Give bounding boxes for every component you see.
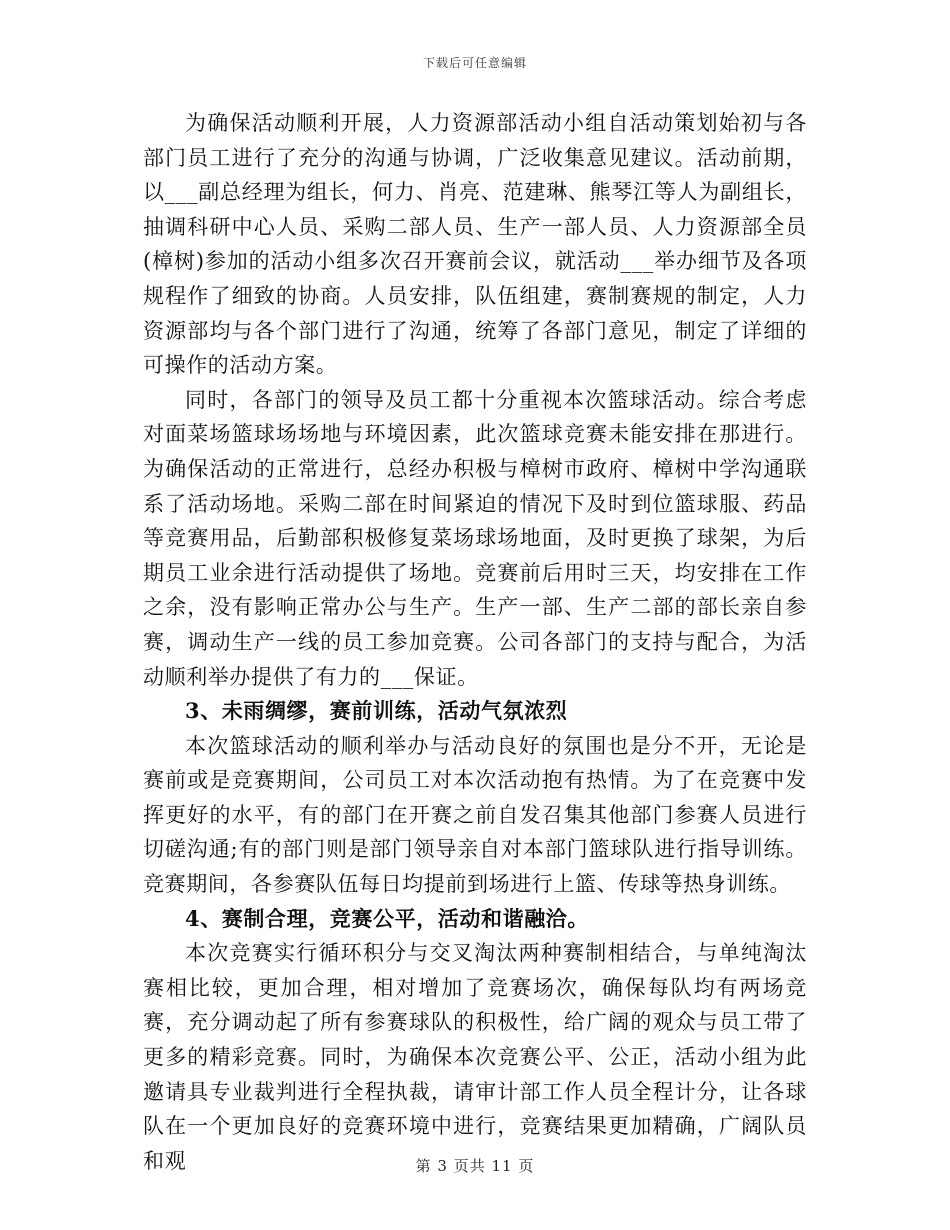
paragraph-competition-format: 本次竞赛实行循环积分与交叉淘汰两种赛制相结合，与单纯淘汰赛相比较，更加合理，相对增加了竞赛场次，确保每队均有两场竞赛，充分调动起了所有参赛球队的积极性，给广阔的观众与员工带了更多的精彩竞赛。同时，为确保本次竞赛公平、公正，活动小组为此邀请具专业裁判进行全程执裁，请审计部工作人员全程计分，让各球队在一个更加良好的竞赛环境中进行，竞赛结果更加精确，广阔队员和观 xyxy=(143,941,807,1173)
paragraph-department-support: 同时，各部门的领导及员工都十分重视本次篮球活动。综合考虑对面菜场篮球场场地与环境因素，此次篮球竞赛未能安排在那进行。为确保活动的正常进行，总经办积极与樟树市政府、樟树中学沟通联系了活动场地。采购二部在时间紧迫的情况下及时到位篮球服、药品等竞赛用品，后勤部积极修复菜场球场地面，及时更换了球架，为后期员工业余进行活动提供了场地。竞赛前后用时三天，均安排在工作之余，没有影响正常办公与生产。生产一部、生产二部的部长亲自参赛，调动生产一线的员工参加竞赛。公司各部门的支持与配合，为活动顺利举办提供了有力的___保证。 xyxy=(143,387,807,689)
paragraph-organization: 为确保活动顺利开展，人力资源部活动小组自活动策划始初与各部门员工进行了充分的沟通与协调，广泛收集意见建议。活动前期，以___副总经理为组长，何力、肖亮、范建琳、熊琴江等人为副组长，抽调科研中心人员、采购二部人员、生产一部人员、人力资源部全员(樟树)参加的活动小组多次召开赛前会议，就活动___举办细节及各项规程作了细致的协商。人员安排，队伍组建，赛制赛规的制定，人力资源部均与各个部门进行了沟通，统筹了各部门意见，制定了详细的可操作的活动方案。 xyxy=(143,111,807,378)
section-heading-3: 3、未雨绸缪，赛前训练，活动气氛浓烈 xyxy=(185,698,568,724)
header-note: 下载后可任意编辑 xyxy=(422,56,527,70)
section-heading-4: 4、赛制合理，竞赛公平，活动和谐融洽。 xyxy=(185,905,590,931)
page-number: 第 3 页共 11 页 xyxy=(415,1157,535,1175)
paragraph-pre-match-training: 本次篮球活动的顺利举办与活动良好的氛围也是分不开，无论是赛前或是竞赛期间，公司员工对本次活动抱有热情。为了在竞赛中发挥更好的水平，有的部门在开赛之前自发召集其他部门参赛人员进行切磋沟通;有的部门则是部门领导亲自对本部门篮球队进行指导训练。竞赛期间，各参赛队伍每日均提前到场进行上篮、传球等热身训练。 xyxy=(143,733,807,897)
document-body xyxy=(143,106,807,1178)
